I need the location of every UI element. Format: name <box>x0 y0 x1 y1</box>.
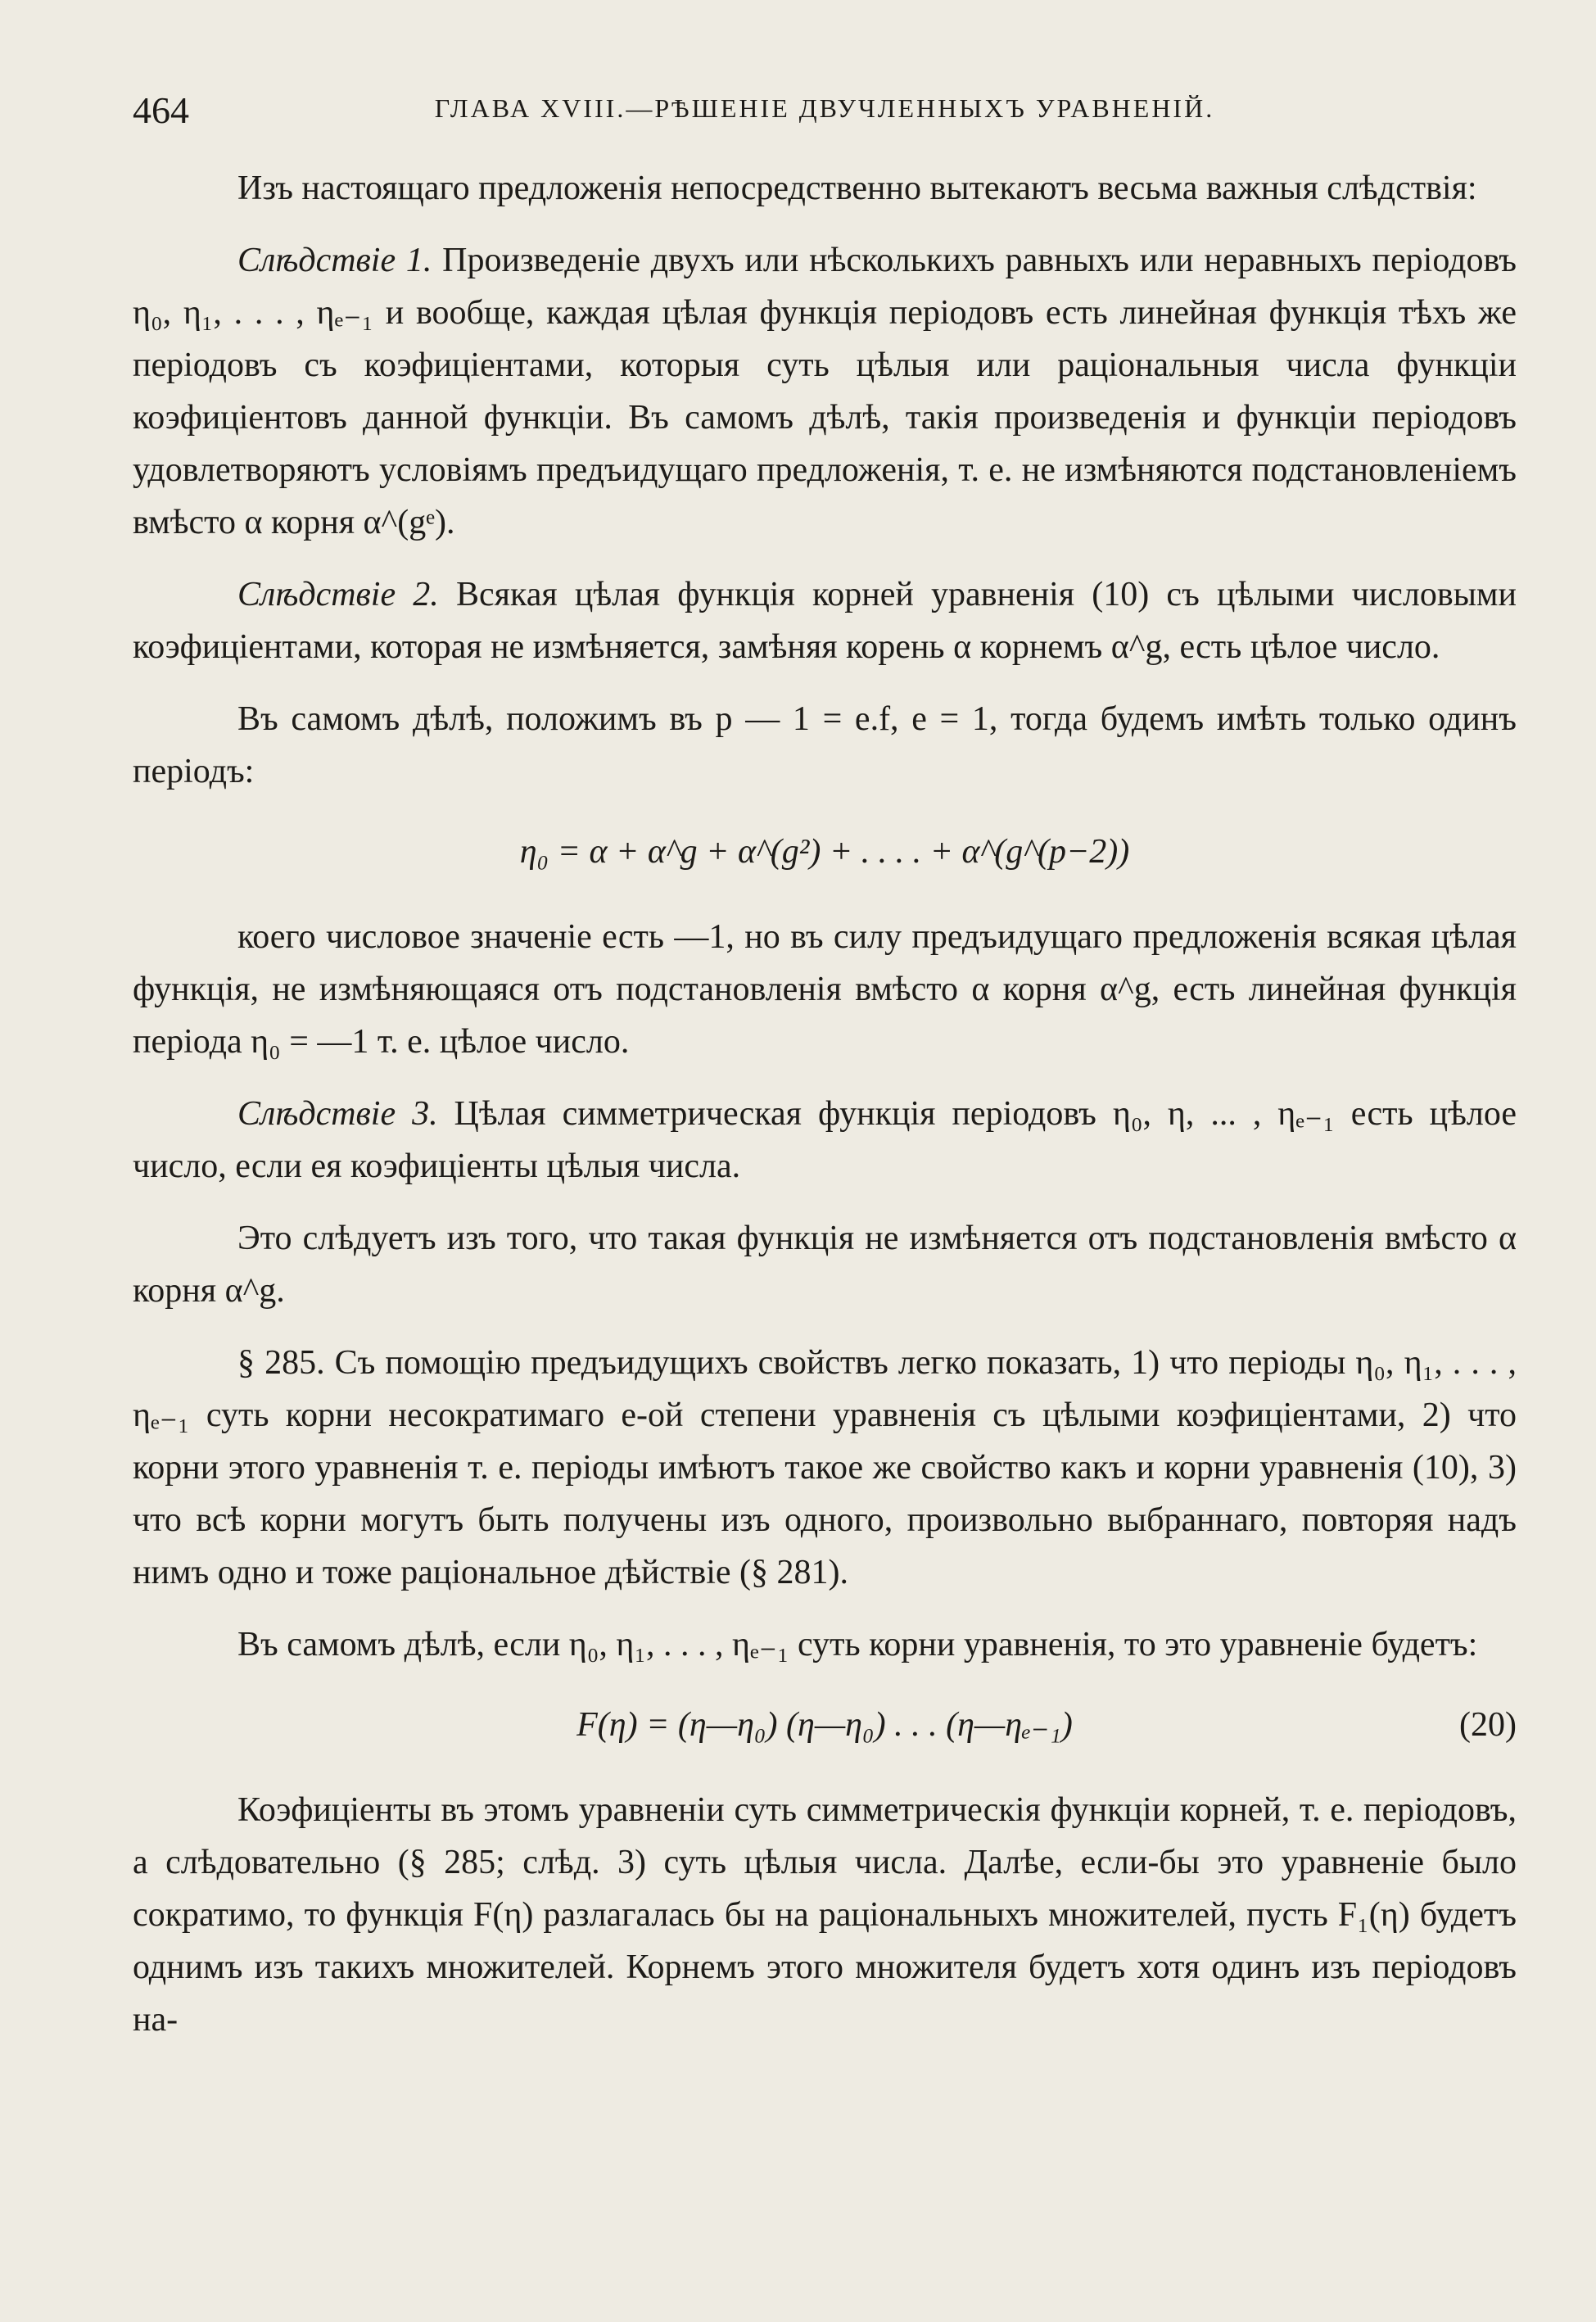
page-number: 464 <box>133 89 189 131</box>
formula-eta0-text: η₀ = α + α^g + α^(g²) + . . . . + α^(g^(p−2)) <box>519 833 1130 871</box>
paragraph-coefficients: Коэфиціенты въ этомъ уравненіи суть симметрическія функціи корней, т. е. періодовъ, а слѣдовательно (§ 285; слѣд. 3) суть цѣлыя числа. Далѣе, если-бы это уравненіе было сократимо, то функція F(η) разлагалась бы на раціональныхъ множителей, пусть F₁(η) будетъ однимъ изъ такихъ множителей. Корнемъ этого множителя будетъ хотя одинъ изъ періодовъ на- <box>133 1791 1517 2039</box>
paragraph-corollary-3 <box>133 1088 1517 1193</box>
paragraph-intro: Изъ настоящаго предложенія непосредственно вытекаютъ весьма важныя слѣдствія: <box>237 170 1477 207</box>
corollary-1-heading: Слѣдствіе 1. <box>237 242 432 279</box>
paragraph-corollary-2 <box>133 568 1517 673</box>
paragraph-proof-3: Это слѣдуетъ изъ того, что такая функція не измѣняется отъ подстановленія вмѣсто α корня α^g. <box>133 1220 1517 1310</box>
paragraph-section-285: § 285. Съ помощію предъидущихъ свойствъ легко показать, 1) что періоды η₀, η₁, . . . , ηₑ₋₁ суть корни несократимаго e-ой степени уравненія съ цѣлыми коэфиціентами, 2) что корни этого уравненія т. е. періоды имѣютъ такое же свойство какъ и корни уравненія (10), 3) что всѣ корни могутъ быть получены изъ одного, произвольно выбраннаго, повторяя надъ нимъ одно и тоже раціональное дѣйствіе (§ 281). <box>133 1344 1517 1591</box>
paragraph-proof-2-cont: коего числовое значеніе есть —1, но въ силу предъидущаго предложенія всякая цѣлая функція, не измѣняющаяся отъ подстановленія вмѣсто α корня α^g, есть линейная функція періода η₀ = —1 т. е. цѣлое число. <box>133 918 1517 1061</box>
corollary-2-heading: Слѣдствіе 2. <box>237 576 439 613</box>
paragraph-equation-intro: Въ самомъ дѣлѣ, если η₀, η₁, . . . , ηₑ₋₁ суть корни уравненія, то это уравненіе будетъ: <box>237 1626 1478 1663</box>
paragraph-proof-2: Въ самомъ дѣлѣ, положимъ въ p — 1 = e.f, e = 1, тогда будемъ имѣть только одинъ періодъ: <box>133 700 1517 790</box>
corollary-3-heading: Слѣдствіе 3. <box>237 1095 438 1133</box>
equation-number: (20) <box>1459 1706 1517 1744</box>
formula-equation-20 <box>133 1686 1517 1764</box>
paragraph-corollary-1 <box>133 234 1517 549</box>
running-title: ГЛАВА XVIII.—РѢШЕНІЕ ДВУЧЛЕННЫХЪ УРАВНЕНІЙ. <box>434 93 1215 123</box>
formula-20-text: F(η) = (η—η₀) (η—η₀) . . . (η—ηₑ₋₁) <box>576 1706 1073 1744</box>
corollary-2-text: Всякая цѣлая функція корней уравненія (10) съ цѣлыми числовыми коэфиціентами, которая не измѣняется, замѣняя корень α корнемъ α^g, есть цѣлое число. <box>133 576 1517 666</box>
corollary-3-text: Цѣлая симметрическая функція періодовъ η₀, η, ... , ηₑ₋₁ есть цѣлое число, если ея коэфиціенты цѣлыя числа. <box>133 1095 1517 1185</box>
corollary-1-text: Произведеніе двухъ или нѣсколькихъ равныхъ или неравныхъ періодовъ η₀, η₁, . . . , ηₑ₋₁ и вообще, каждая цѣлая функція періодовъ есть линейная функція тѣхъ же періодовъ съ коэфиціентами, которыя суть цѣлыя или раціональныя числа функціи коэфиціентовъ данной функціи. Въ самомъ дѣлѣ, такія произведенія и функціи періодовъ удовлетворяютъ условіямъ предъидущаго предложенія, т. е. не измѣняются подстановленіемъ вмѣсто α корня α^(gᵉ). <box>133 242 1517 541</box>
page-body <box>133 162 1517 2066</box>
formula-period-eta0 <box>133 812 1517 891</box>
page-header <box>133 88 1517 138</box>
